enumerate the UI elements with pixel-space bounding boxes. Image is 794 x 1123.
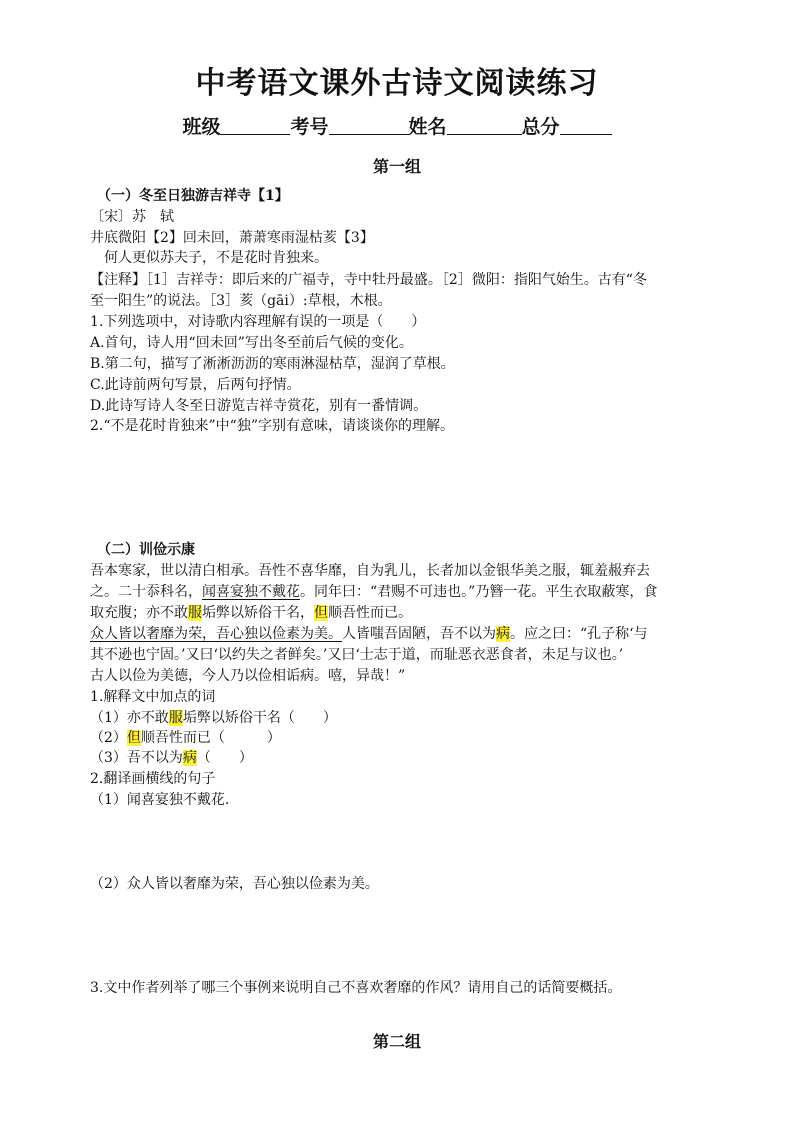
option-c: C.此诗前两句写景，后两句抒情。 (90, 377, 301, 393)
passage-line-3 (90, 603, 412, 623)
score-label: 总分 (521, 116, 560, 138)
s2-question-1-1 (90, 708, 337, 728)
passage-line-6: 古人以俭为美德，今人乃以俭相诟病。嘻，异哉！” (90, 668, 406, 684)
underlined-sentence-1: 闻喜宴独不戴花 (202, 584, 300, 600)
passage-text: 取充腹；亦不敢 (90, 605, 188, 621)
student-info-line (0, 112, 794, 139)
highlighted-word-bing: 病 (496, 626, 510, 642)
passage-text: 人皆嗤吾固陋，吾不以为 (342, 626, 496, 642)
s2-question-3: 3.文中作者列举了哪三个事例来说明自己不喜欢奢靡的作风？请用自己的话简要概括。 (90, 980, 622, 996)
group1-title: 第一组 (372, 157, 421, 176)
group2-title: 第二组 (372, 1032, 421, 1051)
class-label: 班级 (182, 116, 221, 138)
question-text: （1）亦不敢 (90, 710, 169, 726)
s2-question-2: 2.翻译画横线的句子 (90, 771, 216, 787)
poem-author: 〔宋〕苏 轼 (90, 209, 174, 225)
question-text: （ ） (196, 750, 253, 766)
section2-heading: （二）训俭示康 (97, 542, 195, 558)
s2-question-1: 1.解释文中加点的词 (90, 689, 216, 705)
number-blank[interactable] (329, 116, 409, 135)
question-text: （2） (90, 730, 127, 746)
notes-line-1: 【注释】［1］吉祥寺：即后来的广福寺，寺中牡丹最盛。［2］微阳：指阳气始生。古有“冬 (90, 272, 647, 288)
highlighted-word-fu: 服 (168, 710, 183, 726)
s2-question-2-1: （1）闻喜宴独不戴花. (90, 792, 230, 808)
highlighted-word-bing: 病 (182, 750, 197, 766)
option-b: B.第二句，描写了淅淅沥沥的寒雨淋湿枯草，湿润了草根。 (90, 356, 455, 372)
class-blank[interactable] (220, 116, 290, 135)
passage-text: 之。二十忝科名， (90, 584, 202, 600)
poem-line-1: 井底微阳【2】回未回，萧萧寒雨湿枯荄【3】 (90, 230, 374, 246)
question-1: 1.下列选项中，对诗歌内容理解有误的一项是（ ） (90, 314, 426, 330)
poem-line-2: 何人更似苏夫子，不是花时肯独来。 (104, 250, 328, 266)
notes-line-2: 至一阳生”的说法。［3］荄（gāi）:草根，木根。 (90, 293, 392, 309)
passage-line-5: 其不逊也宁固。’又曰‘以约失之者鲜矣。’又曰‘士志于道，而耻恶衣恶食者，未足与议也。’ (90, 647, 624, 663)
question-2: 2.“不是花时肯独来”中“独”字别有意味，请谈谈你的理解。 (90, 418, 454, 434)
s2-question-1-3 (90, 748, 253, 768)
question-text: （3）吾不以为 (90, 750, 183, 766)
option-a: A.首句，诗人用“回未回”写出冬至前后气候的变化。 (90, 335, 413, 351)
passage-line-4 (90, 624, 648, 644)
underlined-sentence-2: 众人皆以奢靡为荣，吾心独以俭素为美。 (90, 626, 342, 642)
option-d: D.此诗写诗人冬至日游览吉祥寺赏花，别有一番情调。 (90, 398, 428, 414)
passage-text: 。应之曰：“孔子称‘与 (510, 626, 648, 642)
name-blank[interactable] (447, 116, 522, 135)
question-text: 顺吾性而已（ ） (140, 730, 281, 746)
score-blank[interactable] (560, 116, 612, 135)
passage-text: 。同年曰：“君赐不可违也。”乃簪一花。平生衣取蔽寒，食 (300, 584, 658, 600)
s2-question-2-2: （2）众人皆以奢靡为荣，吾心独以俭素为美。 (90, 876, 379, 892)
passage-line-1: 吾本寒家，世以清白相承。吾性不喜华靡，自为乳儿，长者加以金银华美之服，辄羞赧弃去 (90, 563, 650, 579)
passage-text: 垢弊以矫俗干名， (202, 605, 314, 621)
name-label: 姓名 (408, 116, 447, 138)
highlighted-word-fu: 服 (188, 605, 202, 621)
passage-line-2 (90, 582, 657, 602)
passage-text: 顺吾性而已。 (328, 605, 412, 621)
highlighted-word-dan: 但 (314, 605, 328, 621)
s2-question-1-2 (90, 728, 281, 748)
question-text: 垢弊以矫俗干名（ ） (182, 710, 337, 726)
number-label: 考号 (290, 116, 329, 138)
highlighted-word-dan: 但 (126, 730, 141, 746)
section1-heading: （一）冬至日独游吉祥寺【1】 (97, 188, 289, 204)
page-title: 中考语文课外古诗文阅读练习 (195, 66, 599, 101)
